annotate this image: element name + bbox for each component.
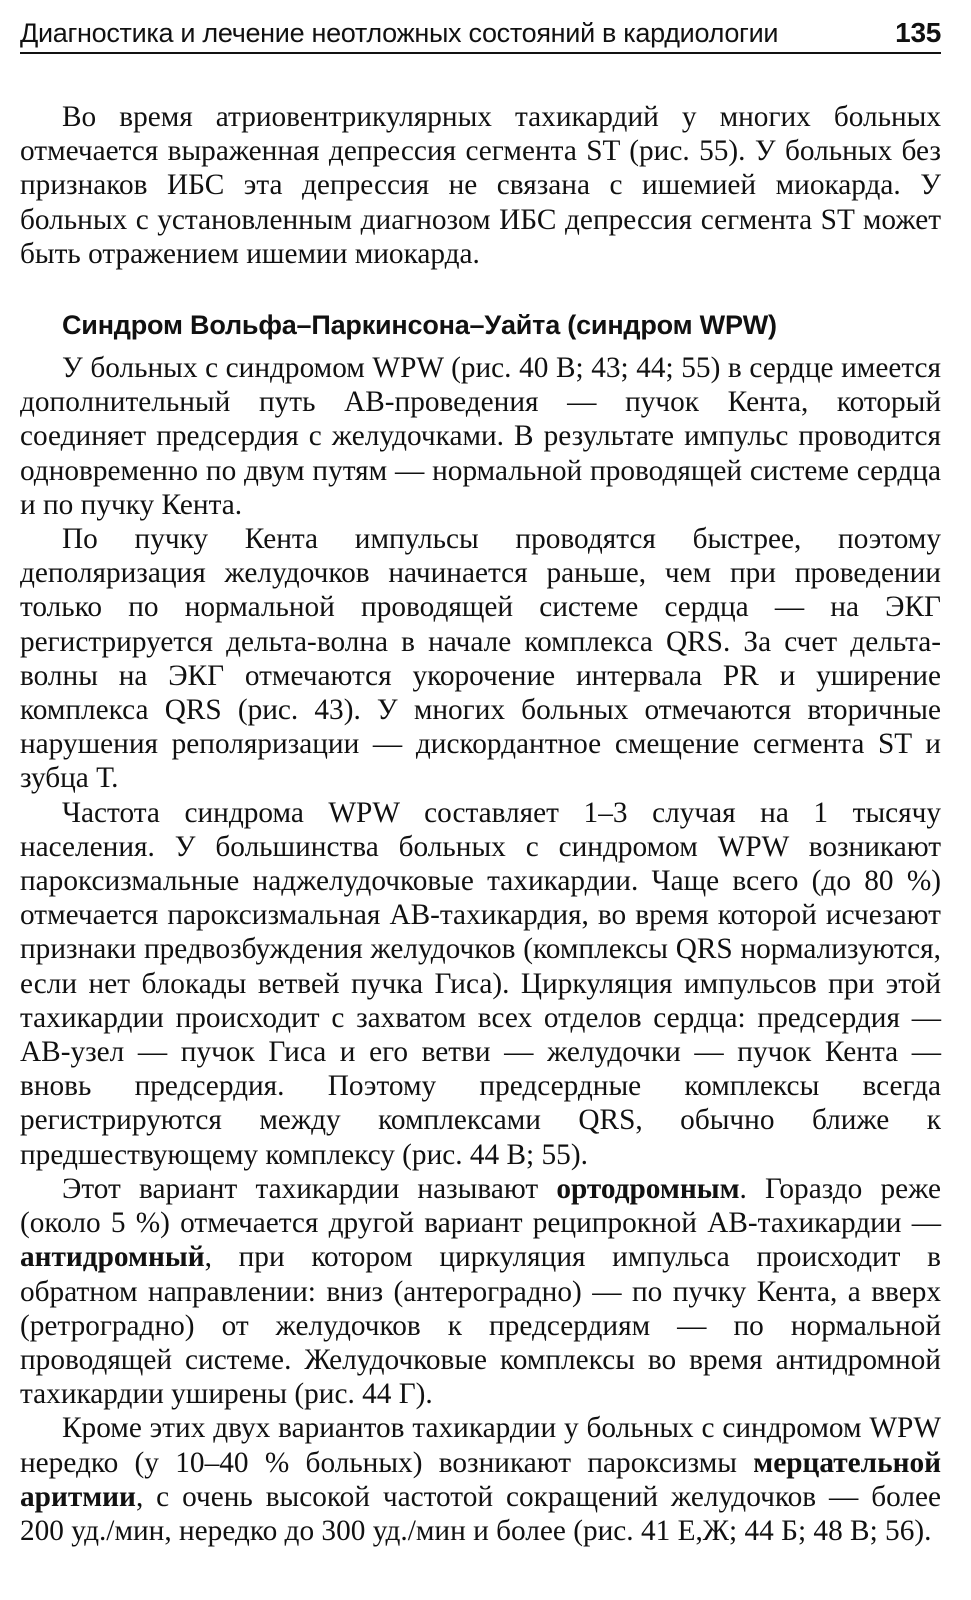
paragraph-atrial-fibrillation bbox=[20, 1411, 941, 1548]
paragraph-orthodromic bbox=[20, 1172, 941, 1411]
text-run: Кроме этих двух вариантов тахикардии у больных с синдромом WPW нередко (у 10–40 % больных) возникают пароксизмы bbox=[20, 1412, 941, 1479]
paragraph-frequency: Частота синдрома WPW составляет 1–3 случая на 1 тысячу населения. У большинства больных с синдромом WPW возникают пароксизмальные наджелудочковые тахикардии. Чаще всего (до 80 %) отмечается пароксизмальная АВ-тахикардия, во время которой исчезают признаки предвозбуждения желудочков (комплексы QRS нормализуются, если нет блокады ветвей пучка Гиса). Циркуляция импульсов при этой тахикардии происходит с захватом всех отделов сердца: предсердия — АВ-узел — пучок Гиса и его ветви — желудочки — пучок Кента — вновь предсердия. Поэтому предсердные комплексы всегда регистрируются между комплексами QRS, обычно ближе к предшествующему комплексу (рис. 44 В; 55). bbox=[20, 796, 941, 1171]
text-run: Этот вариант тахикардии называют bbox=[62, 1172, 557, 1205]
intro-paragraph: Во время атриовентрикулярных тахикардий у многих больных отмечается выраженная депрессия сегмента ST (рис. 55). У больных без признаков ИБС эта депрессия не связана с ишемией миокарда. У больных с установленным диагнозом ИБС депрессия сегмента ST может быть отражением ишемии миокарда. bbox=[20, 101, 941, 270]
paragraph-delta-wave: По пучку Кента импульсы проводятся быстрее, поэтому деполяризация желудочков начинается раньше, чем при проведении только по нормальной проводящей системе сердца — на ЭКГ регистрируется дельта-волна в начале комплекса QRS. За счет дельта-волны на ЭКГ отмечаются укорочение интервала PR и уширение комплекса QRS (рис. 43). У многих больных отмечаются вторичные нарушения реполяризации — дискордантное смещение сегмента ST и зубца Т. bbox=[20, 523, 941, 795]
paragraph-kent-bundle: У больных с синдромом WPW (рис. 40 В; 43; 44; 55) в сердце имеется дополнительный путь АВ-проведения — пучок Кента, который соединяет предсердия с желудочками. В результате импульс проводится одновременно по двум путям — нормальной проводящей системе сердца и по пучку Кента. bbox=[20, 352, 941, 521]
section-heading: Синдром Вольфа–Паркинсона–Уайта (синдром WPW) bbox=[62, 310, 777, 341]
bold-term-orthodromic: ортодромным bbox=[556, 1172, 740, 1205]
running-title: Диагностика и лечение неотложных состояний в кардиологии bbox=[20, 18, 779, 48]
text-run: , при котором циркуляция импульса происходит в обратном направлении: вниз (антероградно) — по пучку Кента, а вверх (ретроградно) от желудочков к предсердиям — по нормальной проводящей системе. Желудочковые комплексы во время антидромной тахикардии уширены (рис. 44 Г). bbox=[20, 1241, 941, 1411]
bold-term-atrial-fibrillation: мерцательной аритмии bbox=[20, 1446, 941, 1513]
text-run: . Гораздо реже (около 5 %) отмечается другой вариант реципрокной АВ-тахикардии — bbox=[20, 1172, 941, 1240]
text-run: , с очень высокой частотой сокращений желудочков — более 200 уд./мин, нередко до 300 уд./мин и более (рис. 41 Е,Ж; 44 Б; 48 В; 56). bbox=[20, 1480, 941, 1547]
page-number: 135 bbox=[895, 17, 941, 48]
running-header bbox=[20, 16, 941, 54]
page-body bbox=[20, 100, 941, 1548]
bold-term-antidromic: антидромный bbox=[20, 1241, 205, 1274]
